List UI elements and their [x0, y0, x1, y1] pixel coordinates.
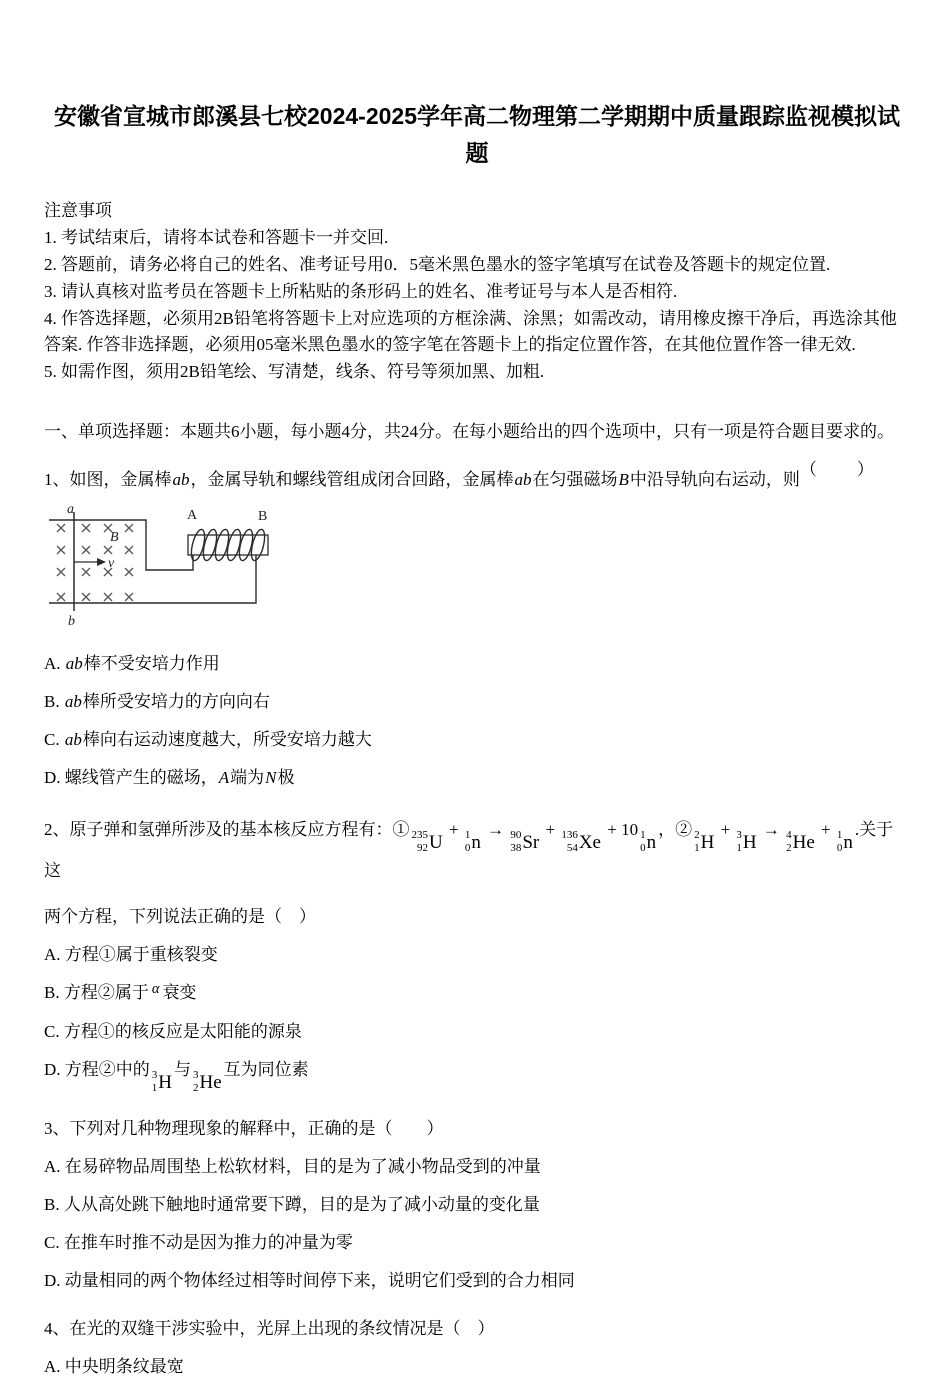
question-1 — [44, 460, 910, 791]
nuclide-notation: 90 38 Sr — [510, 829, 540, 854]
q2-stem: 2、原子弹和氢弹所涉及的基本核反应方程有：① 235 92 U + 1 0 n → 90 38 Sr + 136 54 Xe + 10 1 0 n ，② 2 1 H + 3 1 H → 4 2 He + 1 0 n .关于这 — [44, 820, 894, 880]
section-1-heading: 一、单项选择题：本题共6小题，每小题4分，共24分。在每小题给出的四个选项中，只有一项是符合题目要求的。 — [44, 422, 894, 441]
question-2 — [44, 813, 910, 1094]
q3-option-b: B. 人从高处跳下触地时通常要下蹲，目的是为了减小动量的变化量 — [44, 1195, 540, 1214]
nuclide-notation: 1 0 n — [464, 829, 481, 854]
rod-bottom-label: b — [68, 614, 75, 629]
q1-option-c: C. ab棒向右运动速度越大，所受安培力越大 — [44, 730, 372, 749]
q1-option-d: D. 螺线管产生的磁场，A端为N极 — [44, 768, 295, 787]
q1-option-b: B. ab棒所受安培力的方向向右 — [44, 692, 270, 711]
circuit-diagram — [46, 503, 278, 631]
velocity-arrowhead-icon — [97, 558, 106, 566]
q3-option-d: D. 动量相同的两个物体经过相等时间停下来，说明它们受到的合力相同 — [44, 1271, 575, 1290]
question-4 — [44, 1316, 910, 1380]
notice-item-4: 4. 作答选择题，必须用2B铅笔将答题卡上对应选项的方框涂满、涂黑；如需改动，请用橡皮擦干净后，再选涂其他答案. 作答非选择题，必须用05毫米黑色墨水的签字笔在答题卡上的指定位置作答，在其他位置作答一律无效. — [44, 309, 897, 354]
notice-heading: 注意事项 — [44, 201, 112, 220]
notice-item-3: 3. 请认真核对监考员在答题卡上所粘贴的条形码上的姓名、准考证号与本人是否相符. — [44, 282, 678, 301]
question-3 — [44, 1116, 910, 1294]
top-rail-wire — [49, 520, 193, 570]
q4-option-a: A. 中央明条纹最宽 — [44, 1357, 184, 1376]
nuclide-notation: 4 2 He — [786, 829, 815, 854]
coil-left-label: A — [187, 508, 198, 523]
q3-stem: 3、下列对几种物理现象的解释中，正确的是（ ） — [44, 1119, 444, 1138]
q2-stem-continued: 两个方程，下列说法正确的是（ ） — [44, 907, 316, 926]
velocity-label: v — [108, 556, 115, 571]
coil-right-label: B — [258, 509, 268, 524]
notice-section — [44, 198, 910, 385]
q1-option-a: A. ab棒不受安培力作用 — [44, 654, 220, 673]
q2-option-a: A. 方程①属于重核裂变 — [44, 945, 218, 964]
notice-item-5: 5. 如需作图，须用2B铅笔绘、写清楚，线条、符号等须加黑、加粗. — [44, 362, 545, 381]
nuclide-notation: 1 0 n — [836, 829, 853, 854]
nuclide-notation: 3 2 He — [193, 1069, 222, 1094]
rod-top-label: a — [67, 502, 74, 517]
q2-option-b: B. 方程②属于 $^\alpha$ 衰变 — [44, 981, 197, 1002]
q1-figure — [46, 503, 910, 639]
nuclide-notation: 3 1 H — [736, 829, 757, 854]
page-title: 安徽省宣城市郎溪县七校2024-2025学年高二物理第二学期期中质量跟踪监视模拟试题 — [54, 103, 900, 166]
q2-option-d: D. 方程②中的 3 1 H 与 3 2 He 互为同位素 — [44, 1060, 309, 1094]
q2-option-c: C. 方程①的核反应是太阳能的源泉 — [44, 1022, 302, 1041]
nuclide-notation: 136 54 Xe — [561, 829, 601, 854]
q4-stem: 4、在光的双缝干涉实验中，光屏上出现的条纹情况是（ ） — [44, 1319, 495, 1338]
nuclide-notation: 1 0 n — [640, 829, 657, 854]
field-label: B — [110, 530, 119, 545]
q1-stem: 1、如图，金属棒ab，金属导轨和螺线管组成闭合回路，金属棒ab在匀强磁场B中沿导轨向右运动，则（ ） — [44, 460, 876, 489]
nuclide-notation: 3 1 H — [151, 1069, 173, 1094]
notice-item-2: 2. 答题前，请务必将自己的姓名、准考证号用0．5毫米黑色墨水的签字笔填写在试卷及答题卡的规定位置. — [44, 255, 831, 274]
q3-option-a: A. 在易碎物品周围垫上松软材料，目的是为了减小物品受到的冲量 — [44, 1157, 541, 1176]
q3-option-c: C. 在推车时推不动是因为推力的冲量为零 — [44, 1233, 353, 1252]
notice-item-1: 1. 考试结束后，请将本试卷和答题卡一并交回. — [44, 228, 389, 247]
nuclide-notation: 2 1 H — [694, 829, 715, 854]
nuclide-notation: 235 92 U — [411, 829, 443, 854]
